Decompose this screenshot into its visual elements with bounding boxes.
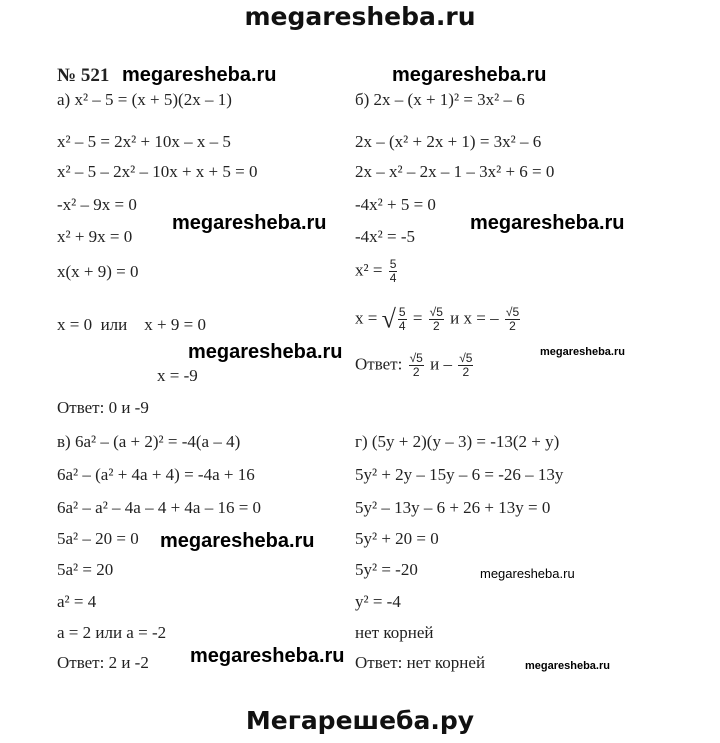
numerator: √5 <box>459 351 473 365</box>
part-g-line: нет корней <box>355 623 434 642</box>
problem-number: № 521 <box>57 65 110 86</box>
part-g-line: 5y² + 2y – 15y – 6 = -26 – 13y <box>355 465 564 484</box>
part-b-answer <box>355 352 475 379</box>
and-minus-label: и – <box>430 354 452 374</box>
fraction-sqrt5-2 <box>429 306 444 333</box>
part-g-line: 5y² = -20 <box>355 560 418 579</box>
watermark: megaresheba.ru <box>160 530 315 552</box>
part-b-line: 2x – x² – 2x – 1 – 3x² + 6 = 0 <box>355 162 555 181</box>
part-b-line: б) 2x – (x + 1)² = 3x² – 6 <box>355 90 525 109</box>
answer-label: Ответ: <box>355 354 403 374</box>
part-a-line: x² – 5 = 2x² + 10x – x – 5 <box>57 132 231 151</box>
header-site-title: megaresheba.ru <box>244 2 476 31</box>
part-a-line: x² – 5 – 2x² – 10x + x + 5 = 0 <box>57 162 258 181</box>
watermark: megaresheba.ru <box>470 212 625 234</box>
part-g-answer: Ответ: нет корней <box>355 653 486 672</box>
denominator: 2 <box>432 319 440 333</box>
part-v-line: 5a² = 20 <box>57 560 114 579</box>
part-g-line: y² = -4 <box>355 592 401 611</box>
watermark: megaresheba.ru <box>122 64 277 86</box>
denominator: 2 <box>509 319 516 333</box>
footer-site-title: Мегарешеба.ру <box>245 706 475 735</box>
fraction-sqrt5-2 <box>505 306 520 333</box>
numerator: √5 <box>409 351 423 365</box>
part-v-line: a = 2 или a = -2 <box>57 623 167 642</box>
part-b-x-squared <box>355 258 399 285</box>
part-a-line: x = -9 <box>157 366 198 385</box>
part-g-line: 5y² + 20 = 0 <box>355 529 439 548</box>
watermark: megaresheba.ru <box>190 645 345 667</box>
part-a-line: x² + 9x = 0 <box>57 227 133 246</box>
fraction-sqrt5-2 <box>458 352 473 379</box>
watermark: megaresheba.ru <box>188 341 343 363</box>
part-b-roots <box>355 306 522 333</box>
fraction-sqrt5-2 <box>409 352 424 379</box>
part-v-line: 6a² – a² – 4a – 4 + 4a – 16 = 0 <box>57 498 262 517</box>
part-a-line: x = 0 или x + 9 = 0 <box>57 315 206 334</box>
part-v-line: 5a² – 20 = 0 <box>57 529 139 548</box>
watermark: megaresheba.ru <box>480 566 575 581</box>
fraction-5-4 <box>398 306 407 333</box>
numerator: √5 <box>429 305 443 319</box>
equals: = <box>412 308 423 328</box>
part-a-answer: Ответ: 0 и -9 <box>57 398 149 417</box>
watermark: megaresheba.ru <box>172 212 327 234</box>
part-v-line: в) 6a² – (a + 2)² = -4(a – 4) <box>57 432 241 451</box>
fraction-5-4 <box>389 258 398 285</box>
part-a-line: x(x + 9) = 0 <box>57 262 139 281</box>
x-squared-label: x² = <box>355 260 383 280</box>
denominator: 4 <box>389 271 397 285</box>
sqrt-icon: √ <box>381 304 396 334</box>
watermark: megaresheba.ru <box>540 346 625 358</box>
denominator: 2 <box>412 365 420 379</box>
part-v-line: 6a² – (a² + 4a + 4) = -4a + 16 <box>57 465 255 484</box>
part-b-line: -4x² + 5 = 0 <box>355 195 436 214</box>
part-a-line: а) x² – 5 = (x + 5)(2x – 1) <box>57 90 232 109</box>
x-label: x = <box>355 308 378 328</box>
part-b-line: -4x² = -5 <box>355 227 416 246</box>
part-g-line: 5y² – 13y – 6 + 26 + 13y = 0 <box>355 498 551 517</box>
and-x-label: и x = – <box>450 308 499 328</box>
denominator: 4 <box>398 319 406 333</box>
part-g-line: г) (5y + 2)(y – 3) = -13(2 + y) <box>355 432 560 451</box>
part-b-line: 2x – (x² + 2x + 1) = 3x² – 6 <box>355 132 542 151</box>
numerator: 5 <box>398 305 406 319</box>
watermark: megaresheba.ru <box>392 64 547 86</box>
part-v-line: a² = 4 <box>57 592 97 611</box>
watermark: megaresheba.ru <box>525 660 610 672</box>
part-v-answer: Ответ: 2 и -2 <box>57 653 149 672</box>
numerator: √5 <box>505 305 520 319</box>
denominator: 2 <box>462 365 470 379</box>
numerator: 5 <box>389 257 397 271</box>
part-a-line: -x² – 9x = 0 <box>57 195 137 214</box>
